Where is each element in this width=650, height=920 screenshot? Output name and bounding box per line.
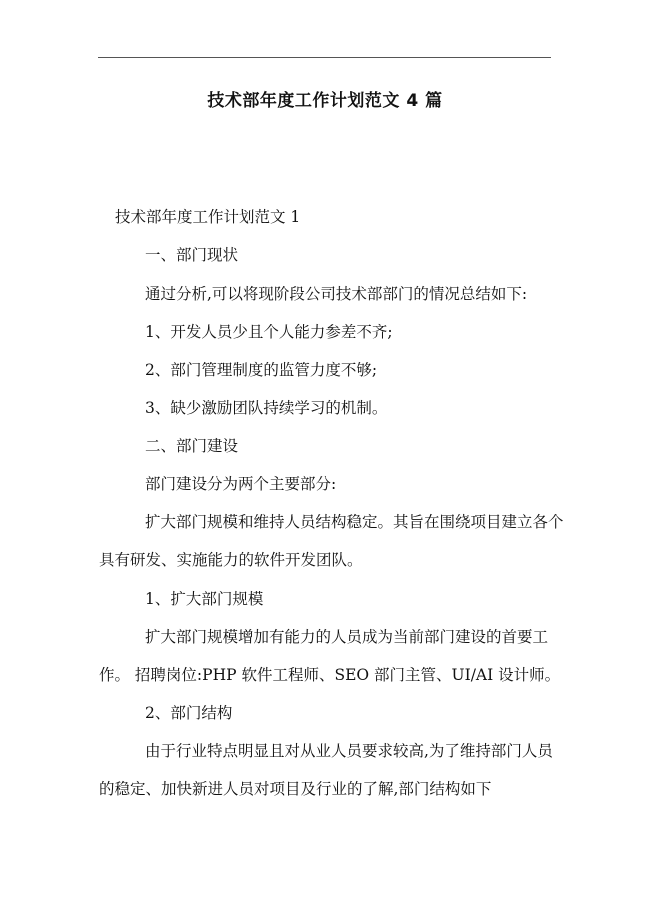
- paragraph-line: 部门建设分为两个主要部分:: [145, 475, 337, 493]
- list-item: 1、开发人员少且个人能力参差不齐;: [145, 323, 393, 341]
- section-title: 技术部年度工作计划范文 1: [115, 208, 301, 226]
- paragraph-line: 由于行业特点明显且对从业人员要求较高,为了维持部门人员: [145, 742, 553, 760]
- paragraph-line: 的稳定、加快新进人员对项目及行业的了解,部门结构如下: [99, 780, 492, 798]
- paragraph-line: 通过分析,可以将现阶段公司技术部部门的情况总结如下:: [145, 285, 528, 303]
- list-item: 3、缺少激励团队持续学习的机制。: [145, 399, 388, 417]
- paragraph-line: 扩大部门规模增加有能力的人员成为当前部门建设的首要工: [145, 628, 549, 646]
- heading-dept-building: 二、部门建设: [145, 437, 239, 455]
- paragraph-line: 扩大部门规模和维持人员结构稳定。其旨在围绕项目建立各个: [145, 513, 564, 531]
- subheading-expand-scale: 1、扩大部门规模: [145, 590, 264, 608]
- document-title: 技术部年度工作计划范文 4 篇: [207, 91, 443, 111]
- heading-dept-status: 一、部门现状: [145, 246, 239, 264]
- paragraph-line: 作。 招聘岗位:PHP 软件工程师、SEO 部门主管、UI/AI 设计师。: [99, 666, 561, 684]
- header-rule: [98, 57, 551, 58]
- subheading-dept-structure: 2、部门结构: [145, 704, 233, 722]
- paragraph-line: 具有研发、实施能力的软件开发团队。: [99, 551, 363, 569]
- list-item: 2、部门管理制度的监管力度不够;: [145, 361, 378, 379]
